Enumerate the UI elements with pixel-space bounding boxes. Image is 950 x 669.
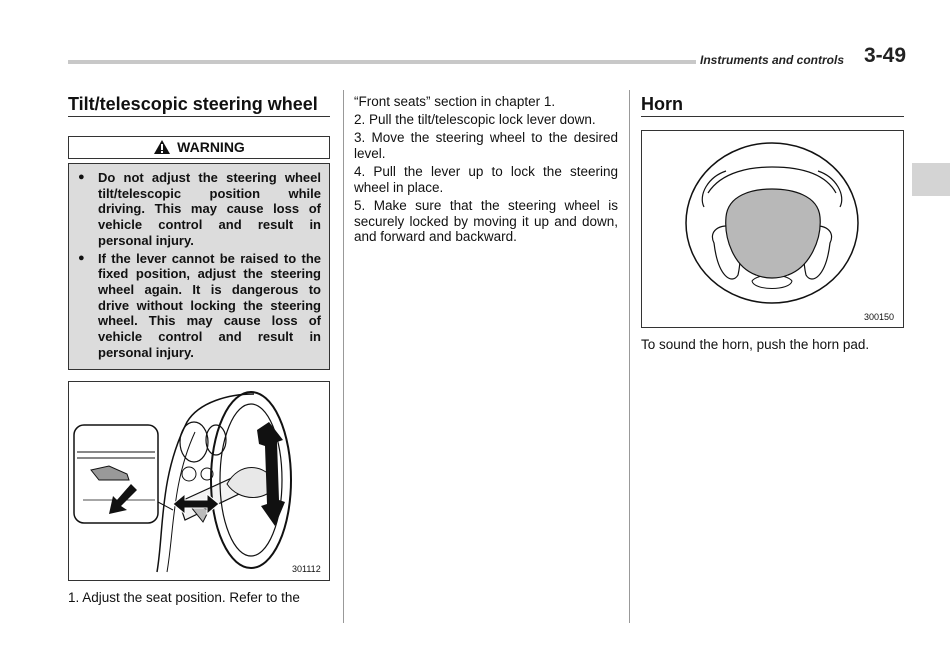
warning-triangle-icon [153,139,171,155]
figure-code: 301112 [292,564,321,574]
steering-wheel-horn-illustration [642,131,903,327]
horn-caption: To sound the horn, push the horn pad. [641,337,870,352]
column-divider-right [629,90,630,623]
step-2: 2. Pull the tilt/telescopic lock lever down. [354,112,596,127]
heading-underline [641,116,904,117]
section-name: Instruments and controls [700,53,845,67]
step-1: 1. Adjust the seat position. Refer to the [68,590,300,605]
heading-underline [68,116,330,117]
warning-item-text: Do not adjust the steering wheel tilt/telescopic position while driving. This may cause loss of vehicle control and result in personal injury. [98,170,321,248]
figure-horn [641,130,904,328]
section-heading-tilt-telescopic: Tilt/telescopic steering wheel [68,94,318,114]
step-5: 5. Make sure that the steering wheel is securely locked by moving it up and down, and forward and backward. [354,198,618,245]
step-4: 4. Pull the lever up to lock the steering wheel in place. [354,164,618,195]
warning-item [77,251,321,361]
figure-steering-adjust [68,381,330,581]
figure-code: 300150 [864,312,895,322]
step-3: 3. Move the steering wheel to the desired level. [354,130,618,161]
continuation-text: “Front seats” section in chapter 1. [354,94,556,109]
chapter-thumb-tab [912,163,950,196]
column-divider-left [343,90,344,623]
bullet-icon: ● [78,251,85,264]
steering-adjust-illustration [69,382,329,580]
warning-item [77,170,321,249]
warning-label: WARNING [177,139,245,155]
page-number: 3-49 [864,44,907,67]
section-heading-horn: Horn [641,94,683,114]
warning-title-box [68,136,330,159]
bullet-icon: ● [78,171,85,183]
header-rule [68,60,696,64]
warning-body [68,163,330,370]
warning-item-text: If the lever cannot be raised to the fixed position, adjust the steering wheel again. It is dangerous to drive without locking the steering wheel. This may cause loss of vehicle control and result in personal injury. [98,250,321,360]
